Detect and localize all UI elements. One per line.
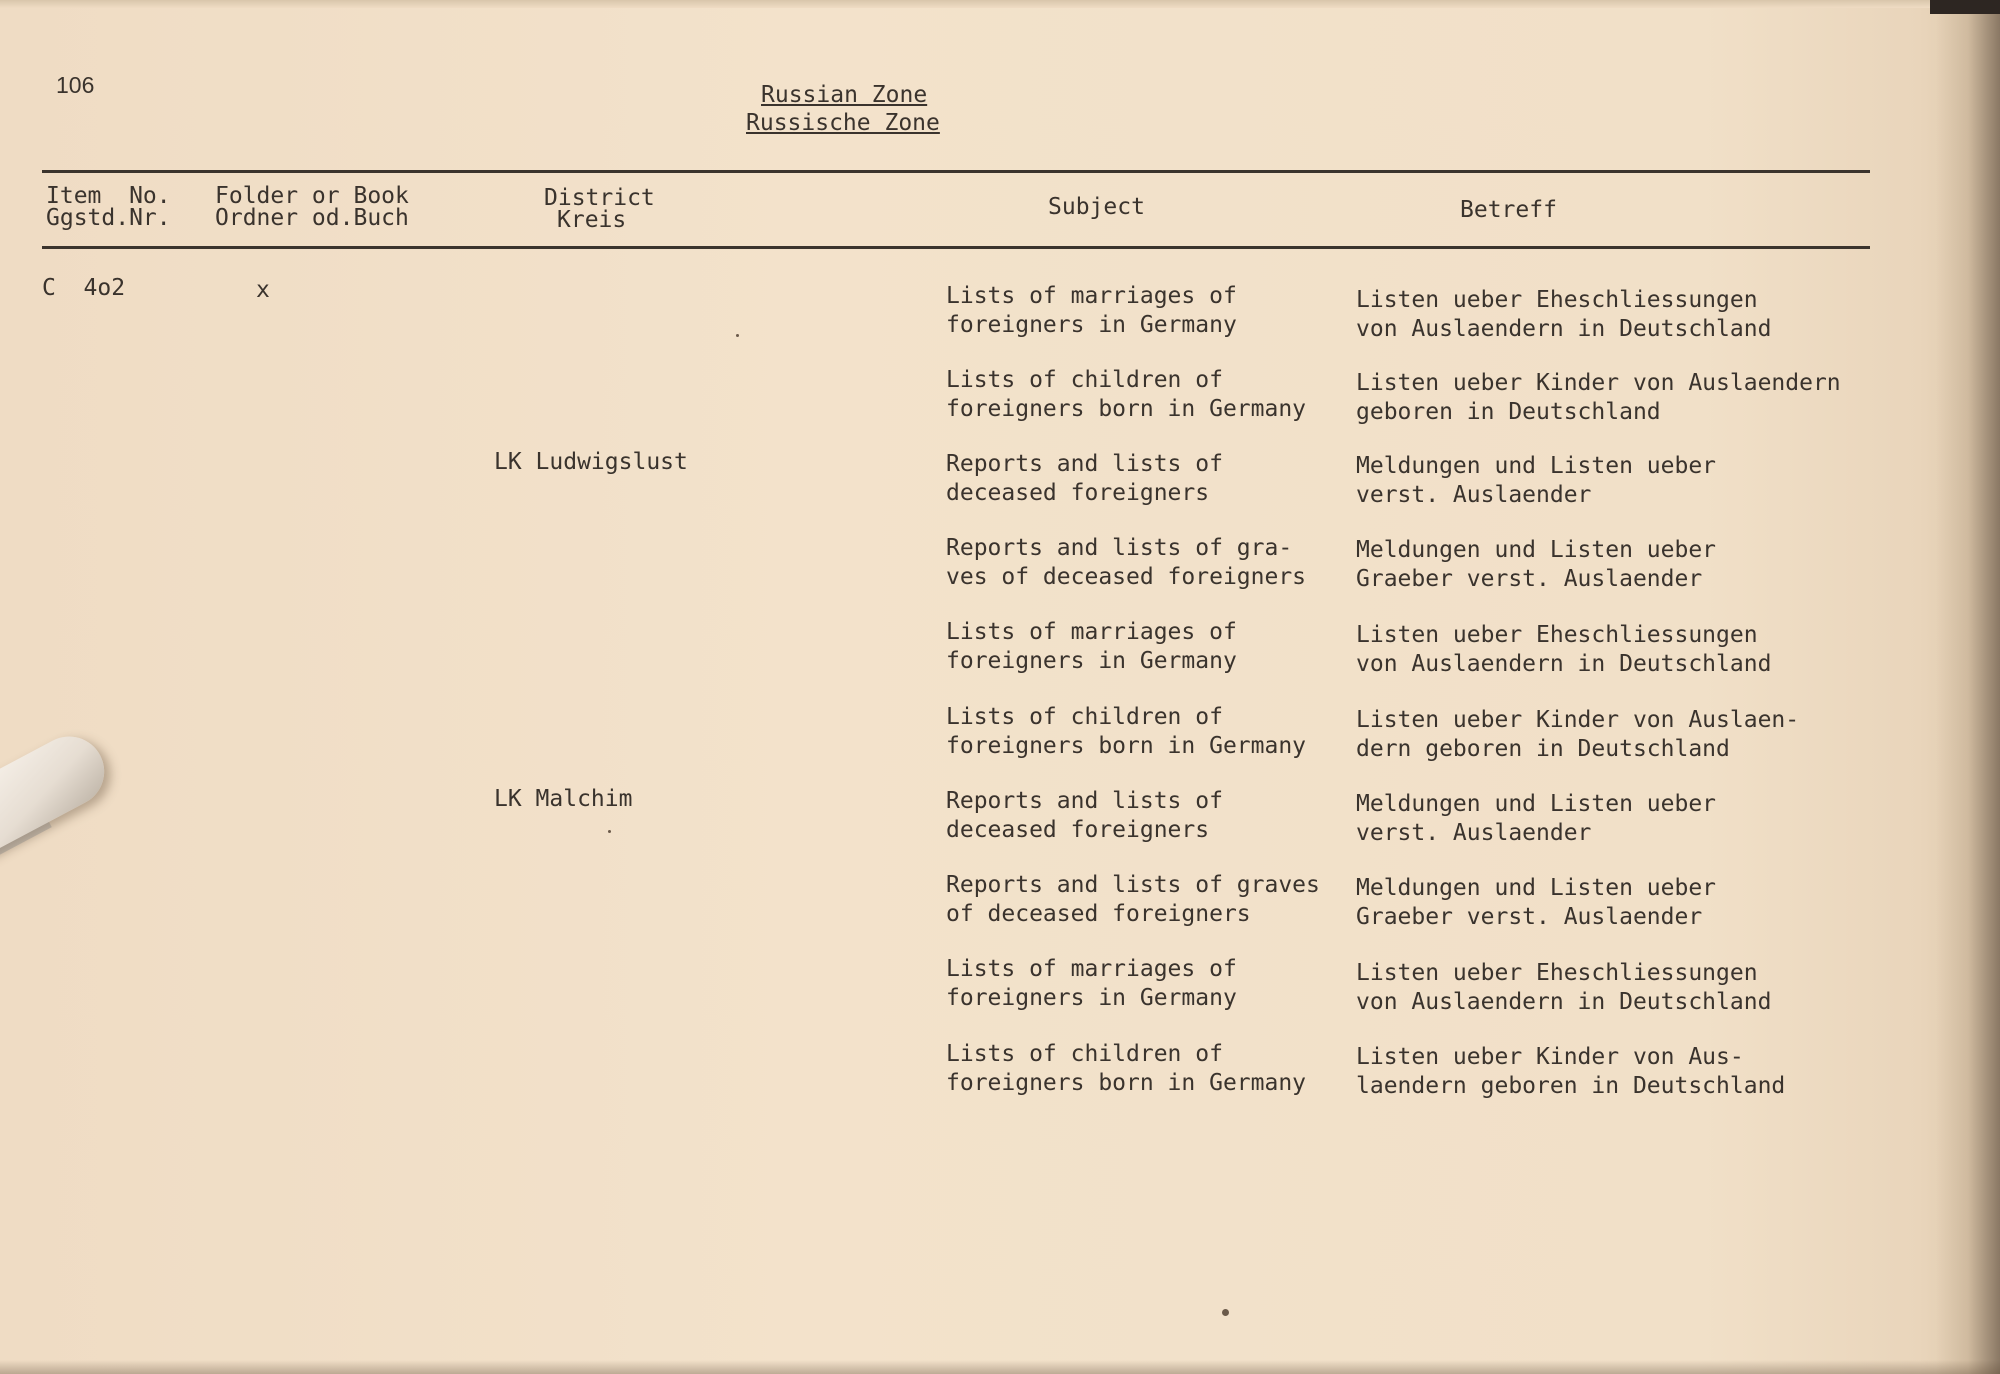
header-district-line2: Kreis — [557, 207, 627, 233]
page-top-edge — [0, 0, 2000, 8]
header-subject: Subject — [1048, 194, 1145, 220]
row-subject: Reports and lists of deceased foreigners — [946, 451, 1223, 506]
row-subject: Lists of marriages of foreigners in Germany — [946, 956, 1237, 1011]
row-betreff: Meldungen und Listen ueber verst. Auslaender — [1356, 453, 1717, 508]
page-number: 106 — [56, 72, 95, 98]
zone-title-english: Russian Zone — [761, 82, 928, 108]
row-subject: Reports and lists of gra- ves of deceased foreigners — [946, 535, 1307, 590]
row-betreff: Meldungen und Listen ueber verst. Auslaender — [1356, 791, 1717, 846]
zone-title-german: Russische Zone — [746, 110, 940, 136]
ink-speck — [608, 830, 611, 833]
district-label: LK Malchim — [494, 786, 633, 812]
page-binding-shadow — [1936, 0, 2000, 1374]
item-number: C 4o2 — [42, 275, 126, 301]
row-subject: Lists of children of foreigners born in Germany — [946, 704, 1307, 759]
header-folder-line1: Folder or Book — [215, 183, 409, 209]
page-bottom-edge — [0, 1360, 2000, 1374]
row-subject: Reports and lists of graves of deceased foreigners — [946, 872, 1320, 927]
row-subject: Lists of children of foreigners born in Germany — [946, 367, 1307, 422]
row-betreff: Meldungen und Listen ueber Graeber verst. Auslaender — [1356, 537, 1717, 592]
row-betreff: Listen ueber Eheschliessungen von Auslaendern in Deutschland — [1356, 622, 1772, 677]
ink-speck — [736, 334, 739, 337]
header-item-line2: Ggstd.Nr. — [46, 205, 171, 231]
header-top-rule — [42, 170, 1870, 173]
row-betreff: Listen ueber Kinder von Auslaendern geboren in Deutschland — [1356, 370, 1841, 425]
page-corner-shadow — [1930, 0, 2000, 14]
row-subject: Lists of children of foreigners born in Germany — [946, 1041, 1307, 1096]
row-betreff: Listen ueber Eheschliessungen von Auslaendern in Deutschland — [1356, 960, 1772, 1015]
header-betreff: Betreff — [1460, 197, 1557, 223]
row-betreff: Listen ueber Kinder von Auslaen- dern geboren in Deutschland — [1356, 707, 1800, 762]
header-item-line1: Item No. — [46, 183, 171, 209]
row-betreff: Listen ueber Eheschliessungen von Auslaendern in Deutschland — [1356, 287, 1772, 342]
row-betreff: Meldungen und Listen ueber Graeber verst. Auslaender — [1356, 875, 1717, 930]
header-folder-line2: Ordner od.Buch — [215, 205, 409, 231]
header-bottom-rule — [42, 246, 1870, 249]
header-item-number — [46, 185, 171, 229]
row-subject: Lists of marriages of foreigners in Germany — [946, 619, 1237, 674]
folder-mark: x — [256, 277, 270, 303]
district-label: LK Ludwigslust — [494, 449, 688, 475]
ink-speck — [1222, 1309, 1229, 1316]
row-subject: Reports and lists of deceased foreigners — [946, 788, 1223, 843]
row-subject: Lists of marriages of foreigners in Germany — [946, 283, 1237, 338]
header-folder — [215, 185, 409, 229]
header-district-line1: District — [544, 185, 655, 211]
row-betreff: Listen ueber Kinder von Aus- laendern geboren in Deutschland — [1356, 1044, 1786, 1099]
